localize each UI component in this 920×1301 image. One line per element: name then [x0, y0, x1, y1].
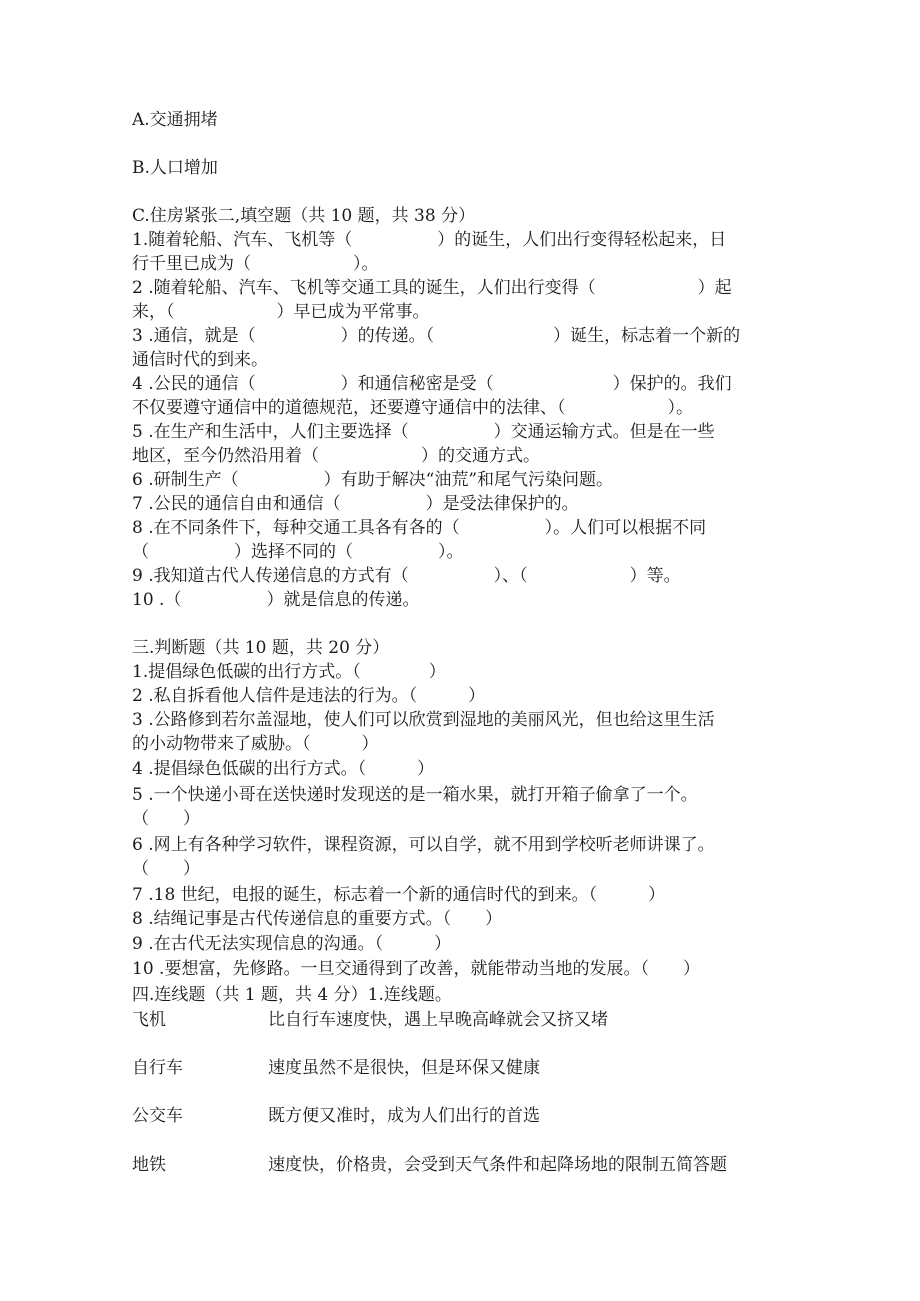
text-line: 10 .（ ）就是信息的传递。	[132, 590, 420, 610]
option-a: A.交通拥堵	[132, 110, 218, 130]
text-line: 1.提倡绿色低碳的出行方式。（ ）	[132, 662, 446, 682]
match-desc: 速度快，价格贵，会受到天气条件和起降场地的限制五简答题	[268, 1155, 727, 1175]
match-term: 飞机	[132, 1010, 166, 1030]
text-line: 8 .结绳记事是古代传递信息的重要方式。（ ）	[132, 909, 503, 929]
text-line: 不仅要遵守通信中的道德规范，还要遵守通信中的法律、（ ）。	[132, 398, 693, 418]
text-line: 3 .通信，就是（ ）的传递。（ ）诞生，标志着一个新的	[132, 326, 741, 346]
section-heading: 三.判断题（共 10 题，共 20 分）	[132, 638, 390, 658]
text-line: 的小动物带来了威胁。（ ）	[132, 734, 379, 754]
text-line: 9 .我知道古代人传递信息的方式有（ ）、（ ）等。	[132, 566, 681, 586]
text-line: 5 .一个快递小哥在送快递时发现送的是一箱水果，就打开箱子偷拿了一个。	[132, 785, 698, 805]
match-term: 地铁	[132, 1155, 166, 1175]
text-line: 8 .在不同条件下，每种交通工具各有各的（ ）。人们可以根据不同	[132, 518, 707, 538]
text-line: 5 .在生产和生活中，人们主要选择（ ）交通运输方式。但是在一些	[132, 422, 715, 442]
match-desc: 比自行车速度快，遇上早晚高峰就会又挤又堵	[268, 1010, 608, 1030]
text-line: C.住房紧张二,填空题（共 10 题，共 38 分）	[132, 206, 476, 226]
text-line: 10 .要想富，先修路。一旦交通得到了改善，就能带动当地的发展。（ ）	[132, 959, 700, 979]
text-line: 2 .随着轮船、汽车、飞机等交通工具的诞生，人们出行变得（ ）起	[132, 278, 732, 298]
text-line: 4 .提倡绿色低碳的出行方式。（ ）	[132, 759, 435, 779]
text-line: （ ）	[132, 859, 200, 879]
match-desc: 既方便又准时，成为人们出行的首选	[268, 1106, 540, 1126]
text-line: 1.随着轮船、汽车、飞机等（ ）的诞生，人们出行变得轻松起来，日	[132, 230, 727, 250]
text-line: 行千里已成为（ ）。	[132, 254, 379, 274]
text-line: 3 .公路修到若尔盖湿地，使人们可以欣赏到湿地的美丽风光，但也给这里生活	[132, 710, 715, 730]
section-heading: 四.连线题（共 1 题，共 4 分）1.连线题。	[132, 985, 452, 1005]
text-line: 9 .在古代无法实现信息的沟通。（ ）	[132, 934, 452, 954]
text-line: 7 .18 世纪，电报的诞生，标志着一个新的通信时代的到来。（ ）	[132, 885, 666, 905]
text-line: 来，（ ）早已成为平常事。	[132, 302, 430, 322]
match-desc: 速度虽然不是很快，但是环保又健康	[268, 1058, 540, 1078]
option-b: B.人口增加	[132, 158, 218, 178]
text-line: 7 .公民的通信自由和通信（ ）是受法律保护的。	[132, 494, 579, 514]
text-line: 4 .公民的通信（ ）和通信秘密是受（ ）保护的。我们	[132, 374, 732, 394]
text-line: （ ）	[132, 809, 200, 829]
text-line: 6 .网上有各种学习软件，课程资源，可以自学，就不用到学校听老师讲课了。	[132, 835, 715, 855]
text-line: 通信时代的到来。	[132, 350, 268, 370]
match-term: 公交车	[132, 1106, 183, 1126]
text-line: （ ）选择不同的（ ）。	[132, 542, 464, 562]
text-line: 地区，至今仍然沿用着（ ）的交通方式。	[132, 446, 540, 466]
text-line: 2 .私自拆看他人信件是违法的行为。（ ）	[132, 686, 486, 706]
text-line: 6 .研制生产（ ）有助于解决“油荒”和尾气污染问题。	[132, 470, 614, 490]
match-term: 自行车	[132, 1058, 183, 1078]
